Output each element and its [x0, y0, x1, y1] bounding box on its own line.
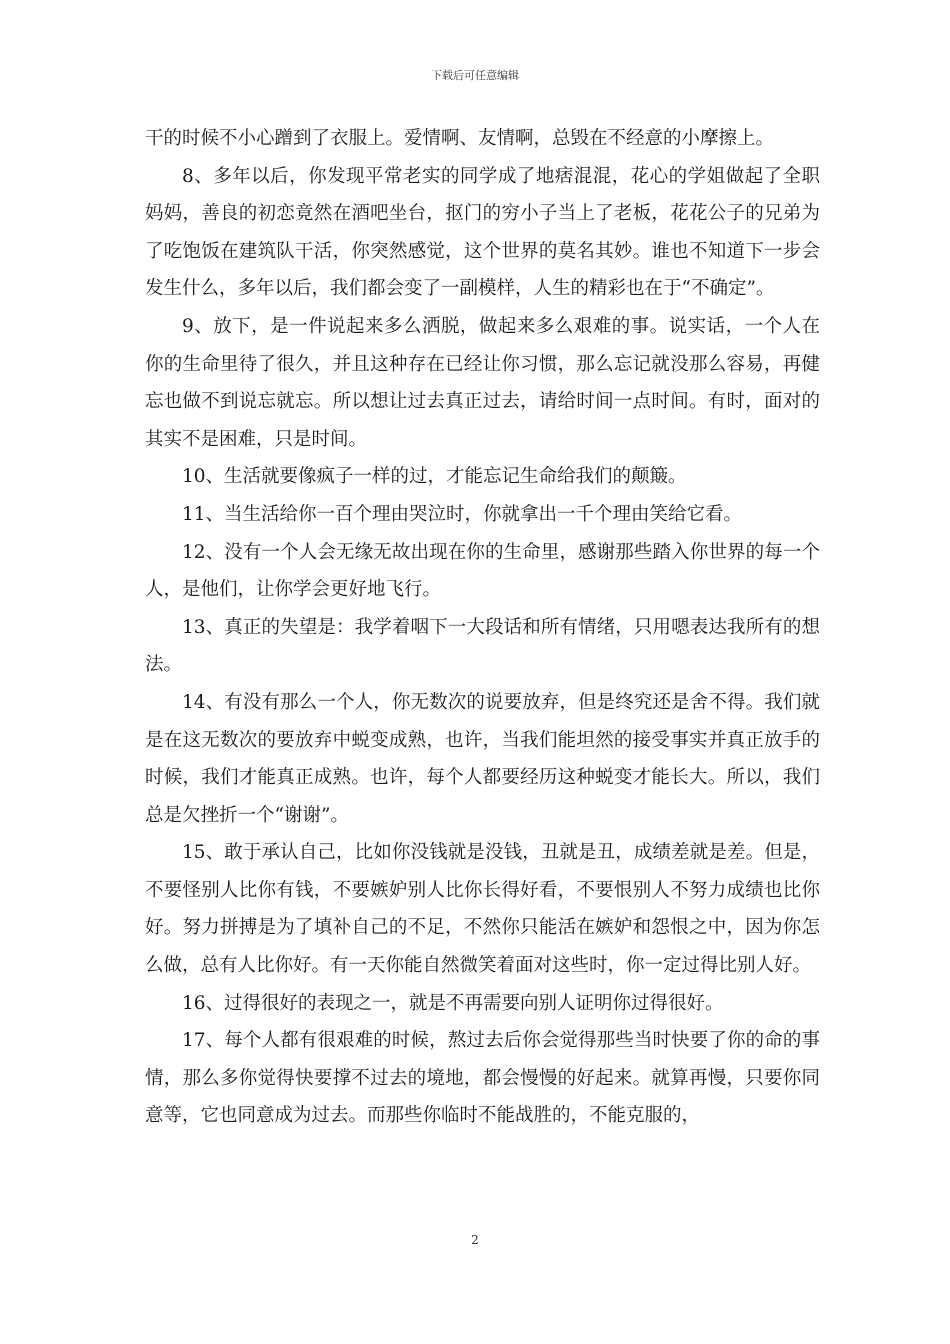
paragraph-13: 13、真正的失望是：我学着咽下一大段话和所有情绪，只用嗯表达我所有的想法。	[145, 616, 820, 676]
paragraph-15: 15、敢于承认自己，比如你没钱就是没钱，丑就是丑，成绩差就是差。但是，不要怪别人比你有钱，不要嫉妒别人比你长得好看，不要恨别人不努力成绩也比你好。努力拼搏是为了填补自己的不足，不然你只能活在嫉妒和怨恨之中，因为你怎么做，总有人比你好。有一天你能自然微笑着面对这些时，你一定过得比别人好。	[145, 842, 820, 977]
paragraph-9: 9、放下，是一件说起来多么洒脱，做起来多么艰难的事。说实话，一个人在你的生命里待了很久，并且这种存在已经让你习惯，那么忘记就没那么容易，再健忘也做不到说忘就忘。所以想让过去真正过去，请给时间一点时间。有时，面对的其实不是困难，只是时间。	[145, 315, 820, 450]
document-body	[145, 120, 820, 1135]
paragraph-8: 8、多年以后，你发现平常老实的同学成了地痞混混，花心的学姐做起了全职妈妈，善良的初恋竟然在酒吧坐台，抠门的穷小子当上了老板，花花公子的兄弟为了吃饱饭在建筑队干活，你突然感觉，这个世界的莫名其妙。谁也不知道下一步会发生什么，多年以后，我们都会变了一副模样，人生的精彩也在于“不确定”。	[145, 165, 820, 300]
page-number: 2	[471, 1233, 479, 1247]
paragraph-16: 16、过得很好的表现之一，就是不再需要向别人证明你过得很好。	[182, 992, 724, 1014]
paragraph-continuation: 干的时候不小心蹭到了衣服上。爱情啊、友情啊，总毁在不经意的小摩擦上。	[145, 128, 775, 149]
paragraph-17: 17、每个人都有很艰难的时候，熬过去后你会觉得那些当时快要了你的命的事情，那么多你觉得快要撑不过去的境地，都会慢慢的好起来。就算再慢，只要你同意等，它也同意成为过去。而那些你临时不能战胜的，不能克服的，	[145, 1030, 820, 1127]
page-header: 下载后可任意编辑	[431, 69, 519, 82]
paragraph-12: 12、没有一个人会无缘无故出现在你的生命里，感谢那些踏入你世界的每一个人，是他们，让你学会更好地飞行。	[145, 541, 820, 601]
paragraph-11: 11、当生活给你一百个理由哭泣时，你就拿出一千个理由笑给它看。	[182, 503, 743, 525]
paragraph-10: 10、生活就要像疯子一样的过，才能忘记生命给我们的颠簸。	[182, 466, 687, 488]
paragraph-14: 14、有没有那么一个人，你无数次的说要放弃，但是终究还是舍不得。我们就是在这无数次的要放弃中蜕变成熟，也许，当我们能坦然的接受事实并真正放手的时候，我们才能真正成熟。也许，每个人都要经历这种蜕变才能长大。所以，我们总是欠挫折一个“谢谢”。	[145, 691, 820, 826]
